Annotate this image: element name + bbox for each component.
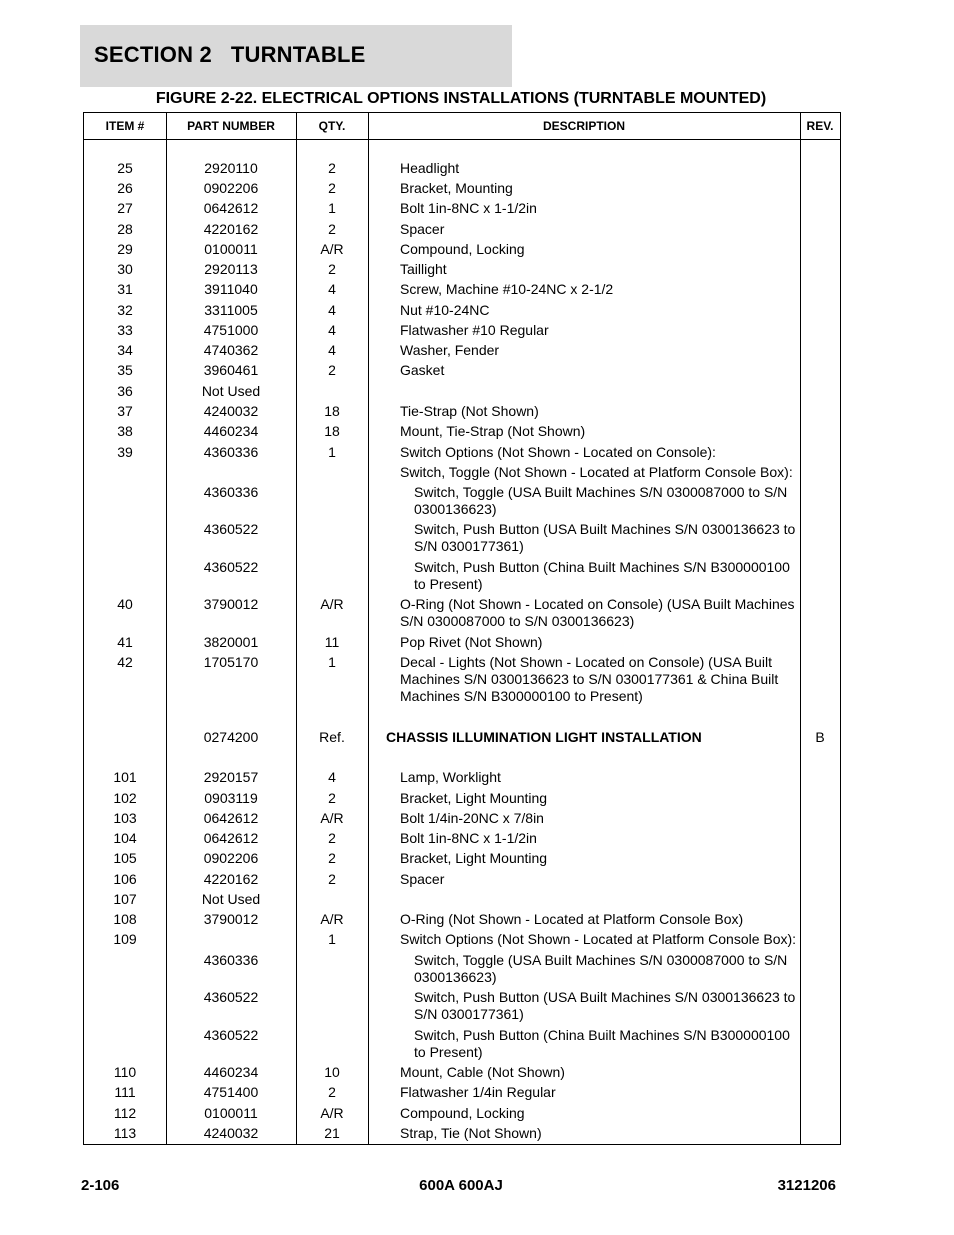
part-number: 4360522: [203, 989, 259, 1005]
description: Taillight: [400, 261, 447, 277]
item-number: 27: [117, 200, 133, 216]
part-number: 0642612: [203, 830, 259, 846]
description: Spacer: [400, 871, 445, 887]
quantity: 1: [328, 931, 336, 947]
part-number: 0902206: [203, 850, 259, 866]
part-number: 3820001: [203, 634, 259, 650]
quantity: 4: [328, 302, 336, 318]
column-header-part-number: PART NUMBER: [187, 119, 275, 133]
part-number: 3911040: [204, 281, 258, 297]
part-number: 0642612: [203, 200, 259, 216]
model-name: 600A 600AJ: [419, 1177, 503, 1194]
column-header-description: DESCRIPTION: [542, 119, 625, 133]
description: O-Ring (Not Shown - Located on Console) (USA Built Machines S/N 0300087000 to S/N 0300136623): [400, 596, 795, 629]
quantity: 4: [328, 342, 336, 358]
item-number: 37: [117, 403, 133, 419]
quantity: 2: [328, 362, 336, 378]
page-number: 2-106: [81, 1177, 120, 1194]
quantity: 10: [324, 1064, 340, 1080]
item-number: 108: [113, 911, 137, 927]
column-divider: [368, 113, 369, 1144]
column-header-rev: REV.: [806, 119, 834, 133]
description: Switch, Toggle (USA Built Machines S/N 0300087000 to S/N 0300136623): [414, 484, 788, 517]
quantity: 4: [328, 322, 336, 338]
part-number: 4240032: [203, 1125, 259, 1141]
description: Compound, Locking: [400, 1105, 525, 1121]
item-number: 38: [117, 423, 133, 439]
part-number: Not Used: [201, 383, 261, 399]
item-number: 112: [113, 1105, 137, 1121]
quantity: A/R: [320, 810, 344, 826]
description: Washer, Fender: [400, 342, 500, 358]
item-number: 107: [113, 891, 137, 907]
quantity: 4: [328, 769, 336, 785]
description: Spacer: [400, 221, 445, 237]
part-number: 0903119: [204, 790, 258, 806]
description: Lamp, Worklight: [400, 769, 501, 785]
item-number: 105: [113, 850, 137, 866]
part-number: 4360522: [203, 1027, 259, 1043]
description: Bolt 1in-8NC x 1-1/2in: [400, 830, 537, 846]
part-number: 0642612: [203, 810, 259, 826]
description: Compound, Locking: [400, 241, 525, 257]
description: Switch, Push Button (China Built Machines S/N B300000100 to Present): [414, 559, 790, 592]
item-number: 33: [117, 322, 133, 338]
item-number: 30: [117, 261, 133, 277]
part-number: 2920110: [204, 160, 258, 176]
part-number: 4360522: [203, 559, 259, 575]
item-number: 103: [113, 810, 137, 826]
parts-table: [83, 112, 841, 1145]
quantity: A/R: [320, 596, 344, 612]
part-number: 4360336: [203, 952, 259, 968]
item-number: 28: [117, 221, 133, 237]
quantity: 4: [328, 281, 336, 297]
item-number: 101: [113, 769, 137, 785]
part-number: 2920113: [204, 261, 258, 277]
item-number: 102: [113, 790, 137, 806]
quantity: 2: [328, 1084, 336, 1100]
part-number: 4740362: [203, 342, 259, 358]
quantity: 18: [324, 403, 340, 419]
quantity: Ref.: [319, 729, 345, 745]
section-title: SECTION 2 TURNTABLE: [94, 42, 366, 67]
description: Tie-Strap (Not Shown): [400, 403, 539, 419]
item-number: 104: [113, 830, 137, 846]
item-number: 31: [117, 281, 133, 297]
part-number: 4220162: [203, 221, 259, 237]
part-number: 4360336: [203, 444, 259, 460]
part-number: 3790012: [203, 596, 259, 612]
part-number: 0274200: [203, 729, 259, 745]
description: Gasket: [400, 362, 445, 378]
quantity: 21: [324, 1125, 340, 1141]
column-header-item: ITEM #: [105, 119, 145, 133]
description: Switch Options (Not Shown - Located at Platform Console Box):: [400, 931, 797, 947]
quantity: 2: [328, 871, 336, 887]
item-number: 26: [117, 180, 133, 196]
part-number: 3960461: [203, 362, 259, 378]
description: Switch Options (Not Shown - Located on Console):: [400, 444, 716, 460]
quantity: 2: [328, 160, 336, 176]
description: Switch, Push Button (USA Built Machines S/N 0300136623 to S/N 0300177361): [414, 521, 796, 554]
item-number: 42: [117, 654, 133, 670]
document-number: 3121206: [777, 1177, 836, 1194]
quantity: A/R: [320, 911, 344, 927]
part-number: 0100011: [204, 241, 258, 257]
quantity: 2: [328, 261, 336, 277]
part-number: 4360522: [203, 521, 259, 537]
item-number: 29: [117, 241, 133, 257]
description: Flatwasher #10 Regular: [400, 322, 549, 338]
quantity: 1: [328, 200, 336, 216]
part-number: 4240032: [203, 403, 259, 419]
part-number: 4751400: [203, 1084, 259, 1100]
description: Mount, Cable (Not Shown): [400, 1064, 565, 1080]
description: Bolt 1in-8NC x 1-1/2in: [400, 200, 537, 216]
quantity: 2: [328, 221, 336, 237]
item-number: 113: [113, 1125, 137, 1141]
description: Bolt 1/4in-20NC x 7/8in: [400, 810, 544, 826]
table-header: [84, 113, 840, 140]
quantity: A/R: [320, 241, 344, 257]
item-number: 36: [117, 383, 133, 399]
part-number: 1705170: [203, 654, 259, 670]
part-number: 4460234: [203, 423, 259, 439]
description: Bracket, Mounting: [400, 180, 513, 196]
quantity: 2: [328, 850, 336, 866]
description: Switch, Push Button (China Built Machines S/N B300000100 to Present): [414, 1027, 790, 1060]
quantity: 11: [324, 634, 340, 650]
part-number: 4751000: [203, 322, 259, 338]
description: Screw, Machine #10-24NC x 2-1/2: [400, 281, 614, 297]
quantity: A/R: [320, 1105, 344, 1121]
quantity: 18: [324, 423, 340, 439]
description: Switch, Push Button (USA Built Machines S/N 0300136623 to S/N 0300177361): [414, 989, 796, 1022]
item-number: 41: [117, 634, 133, 650]
description: CHASSIS ILLUMINATION LIGHT INSTALLATION: [386, 729, 702, 745]
item-number: 40: [117, 596, 133, 612]
description: Switch, Toggle (USA Built Machines S/N 0300087000 to S/N 0300136623): [414, 952, 788, 985]
item-number: 110: [113, 1064, 137, 1080]
section-banner: [80, 25, 512, 87]
item-number: 32: [117, 302, 133, 318]
part-number: 4220162: [203, 871, 259, 887]
item-number: 106: [113, 871, 137, 887]
item-number: 34: [117, 342, 133, 358]
description: Strap, Tie (Not Shown): [400, 1125, 542, 1141]
item-number: 111: [114, 1084, 136, 1100]
quantity: 2: [328, 180, 336, 196]
quantity: 2: [328, 790, 336, 806]
item-number: 109: [113, 931, 137, 947]
description: Headlight: [400, 160, 460, 176]
figure-title: FIGURE 2-22. ELECTRICAL OPTIONS INSTALLATIONS (TURNTABLE MOUNTED): [155, 90, 767, 107]
part-number: 3311005: [204, 302, 258, 318]
item-number: 25: [117, 160, 133, 176]
quantity: 2: [328, 830, 336, 846]
part-number: Not Used: [201, 891, 261, 907]
description: Bracket, Light Mounting: [400, 790, 548, 806]
part-number: 4360336: [203, 484, 259, 500]
column-divider: [800, 113, 801, 1144]
description: O-Ring (Not Shown - Located at Platform Console Box): [400, 911, 744, 927]
item-number: 39: [117, 444, 133, 460]
description: Mount, Tie-Strap (Not Shown): [400, 423, 586, 439]
part-number: 0100011: [204, 1105, 258, 1121]
description: Flatwasher 1/4in Regular: [400, 1084, 556, 1100]
description: Decal - Lights (Not Shown - Located on Console) (USA Built Machines S/N 0300136623 to S/N 0300177361 & China Built Machines S/N B300000100 to Present): [400, 654, 779, 704]
quantity: 1: [328, 444, 336, 460]
description: Nut #10-24NC: [400, 302, 490, 318]
revision: B: [815, 729, 825, 745]
description: Pop Rivet (Not Shown): [400, 634, 543, 650]
quantity: 1: [328, 654, 336, 670]
item-number: 35: [117, 362, 133, 378]
part-number: 4460234: [203, 1064, 259, 1080]
part-number: 3790012: [203, 911, 259, 927]
column-header-qty: QTY.: [318, 119, 346, 133]
part-number: 2920157: [203, 769, 259, 785]
description: Bracket, Light Mounting: [400, 850, 548, 866]
part-number: 0902206: [203, 180, 259, 196]
description: Switch, Toggle (Not Shown - Located at Platform Console Box):: [400, 464, 793, 480]
